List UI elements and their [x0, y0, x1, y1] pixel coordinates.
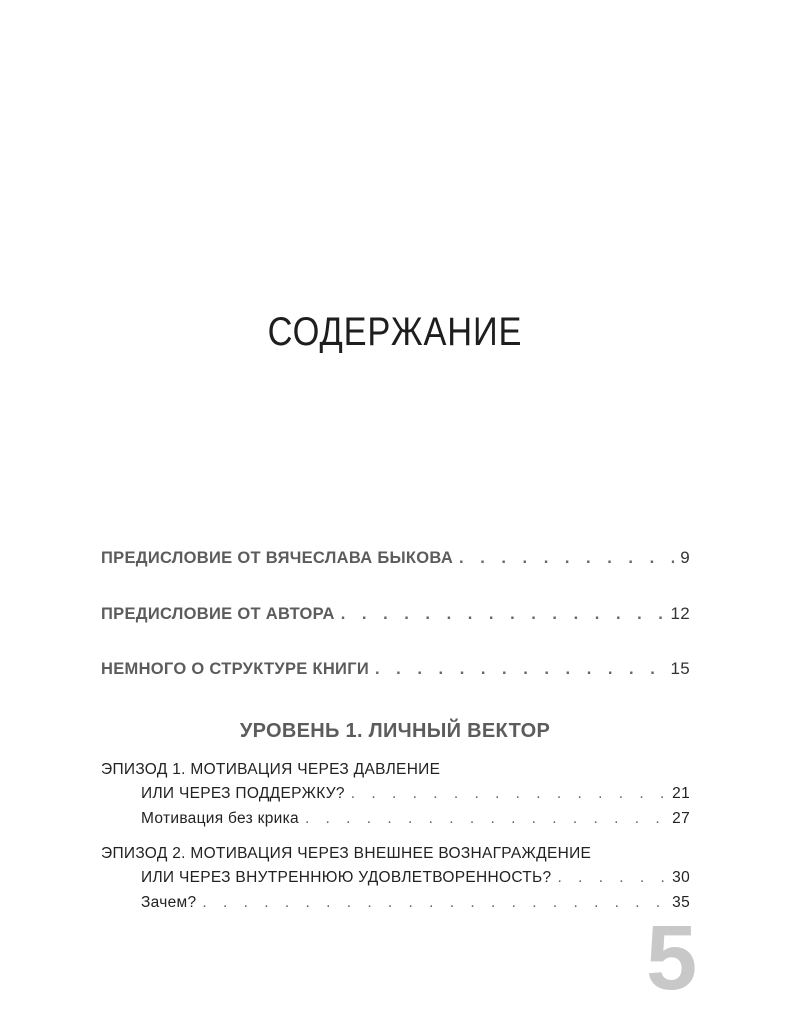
toc-entry-title: ПРЕДИСЛОВИЕ ОТ ВЯЧЕСЛАВА БЫКОВА	[101, 549, 454, 567]
toc-entry[interactable]	[101, 604, 690, 624]
subsection-page: 27	[672, 810, 690, 827]
toc-entry-page: 15	[670, 659, 690, 678]
dot-leader	[341, 605, 665, 624]
dot-leader	[351, 785, 666, 803]
page-number: 5	[646, 907, 698, 1009]
episode-entry[interactable]	[141, 785, 690, 803]
episode-entry[interactable]	[141, 869, 690, 887]
subsection-page: 35	[672, 894, 690, 911]
toc-entry[interactable]	[101, 548, 690, 568]
subsection-title: Мотивация без крика	[141, 810, 299, 827]
episode-title-continuation: ИЛИ ЧЕРЕЗ ВНУТРЕННЮЮ УДОВЛЕТВОРЕННОСТЬ?	[141, 869, 552, 886]
subsection-entry[interactable]	[141, 810, 690, 828]
toc-entry-page: 9	[680, 548, 690, 567]
level-heading: УРОВЕНЬ 1. ЛИЧНЫЙ ВЕКТОР	[239, 720, 551, 742]
dot-leader	[557, 869, 666, 887]
dot-leader	[305, 810, 666, 828]
toc-entry-title: НЕМНОГО О СТРУКТУРЕ КНИГИ	[101, 660, 370, 678]
dot-leader	[375, 660, 664, 679]
dot-leader	[202, 894, 666, 912]
subsection-title: Зачем?	[141, 894, 197, 911]
episode-page: 30	[672, 869, 690, 886]
episode-title-line: ЭПИЗОД 1. МОТИВАЦИЯ ЧЕРЕЗ ДАВЛЕНИЕ	[101, 761, 441, 778]
subsection-entry[interactable]	[141, 894, 690, 912]
episode-title-continuation: ИЛИ ЧЕРЕЗ ПОДДЕРЖКУ?	[141, 785, 345, 802]
dot-leader	[459, 549, 674, 568]
page-title: СОДЕРЖАНИЕ	[267, 310, 523, 354]
toc-entry-page: 12	[670, 604, 690, 623]
episode-title-line: ЭПИЗОД 2. МОТИВАЦИЯ ЧЕРЕЗ ВНЕШНЕЕ ВОЗНАГРАЖДЕНИЕ	[101, 845, 592, 862]
toc-entry[interactable]	[101, 659, 690, 679]
episode-page: 21	[672, 785, 690, 802]
toc-entry-title: ПРЕДИСЛОВИЕ ОТ АВТОРА	[101, 605, 335, 623]
